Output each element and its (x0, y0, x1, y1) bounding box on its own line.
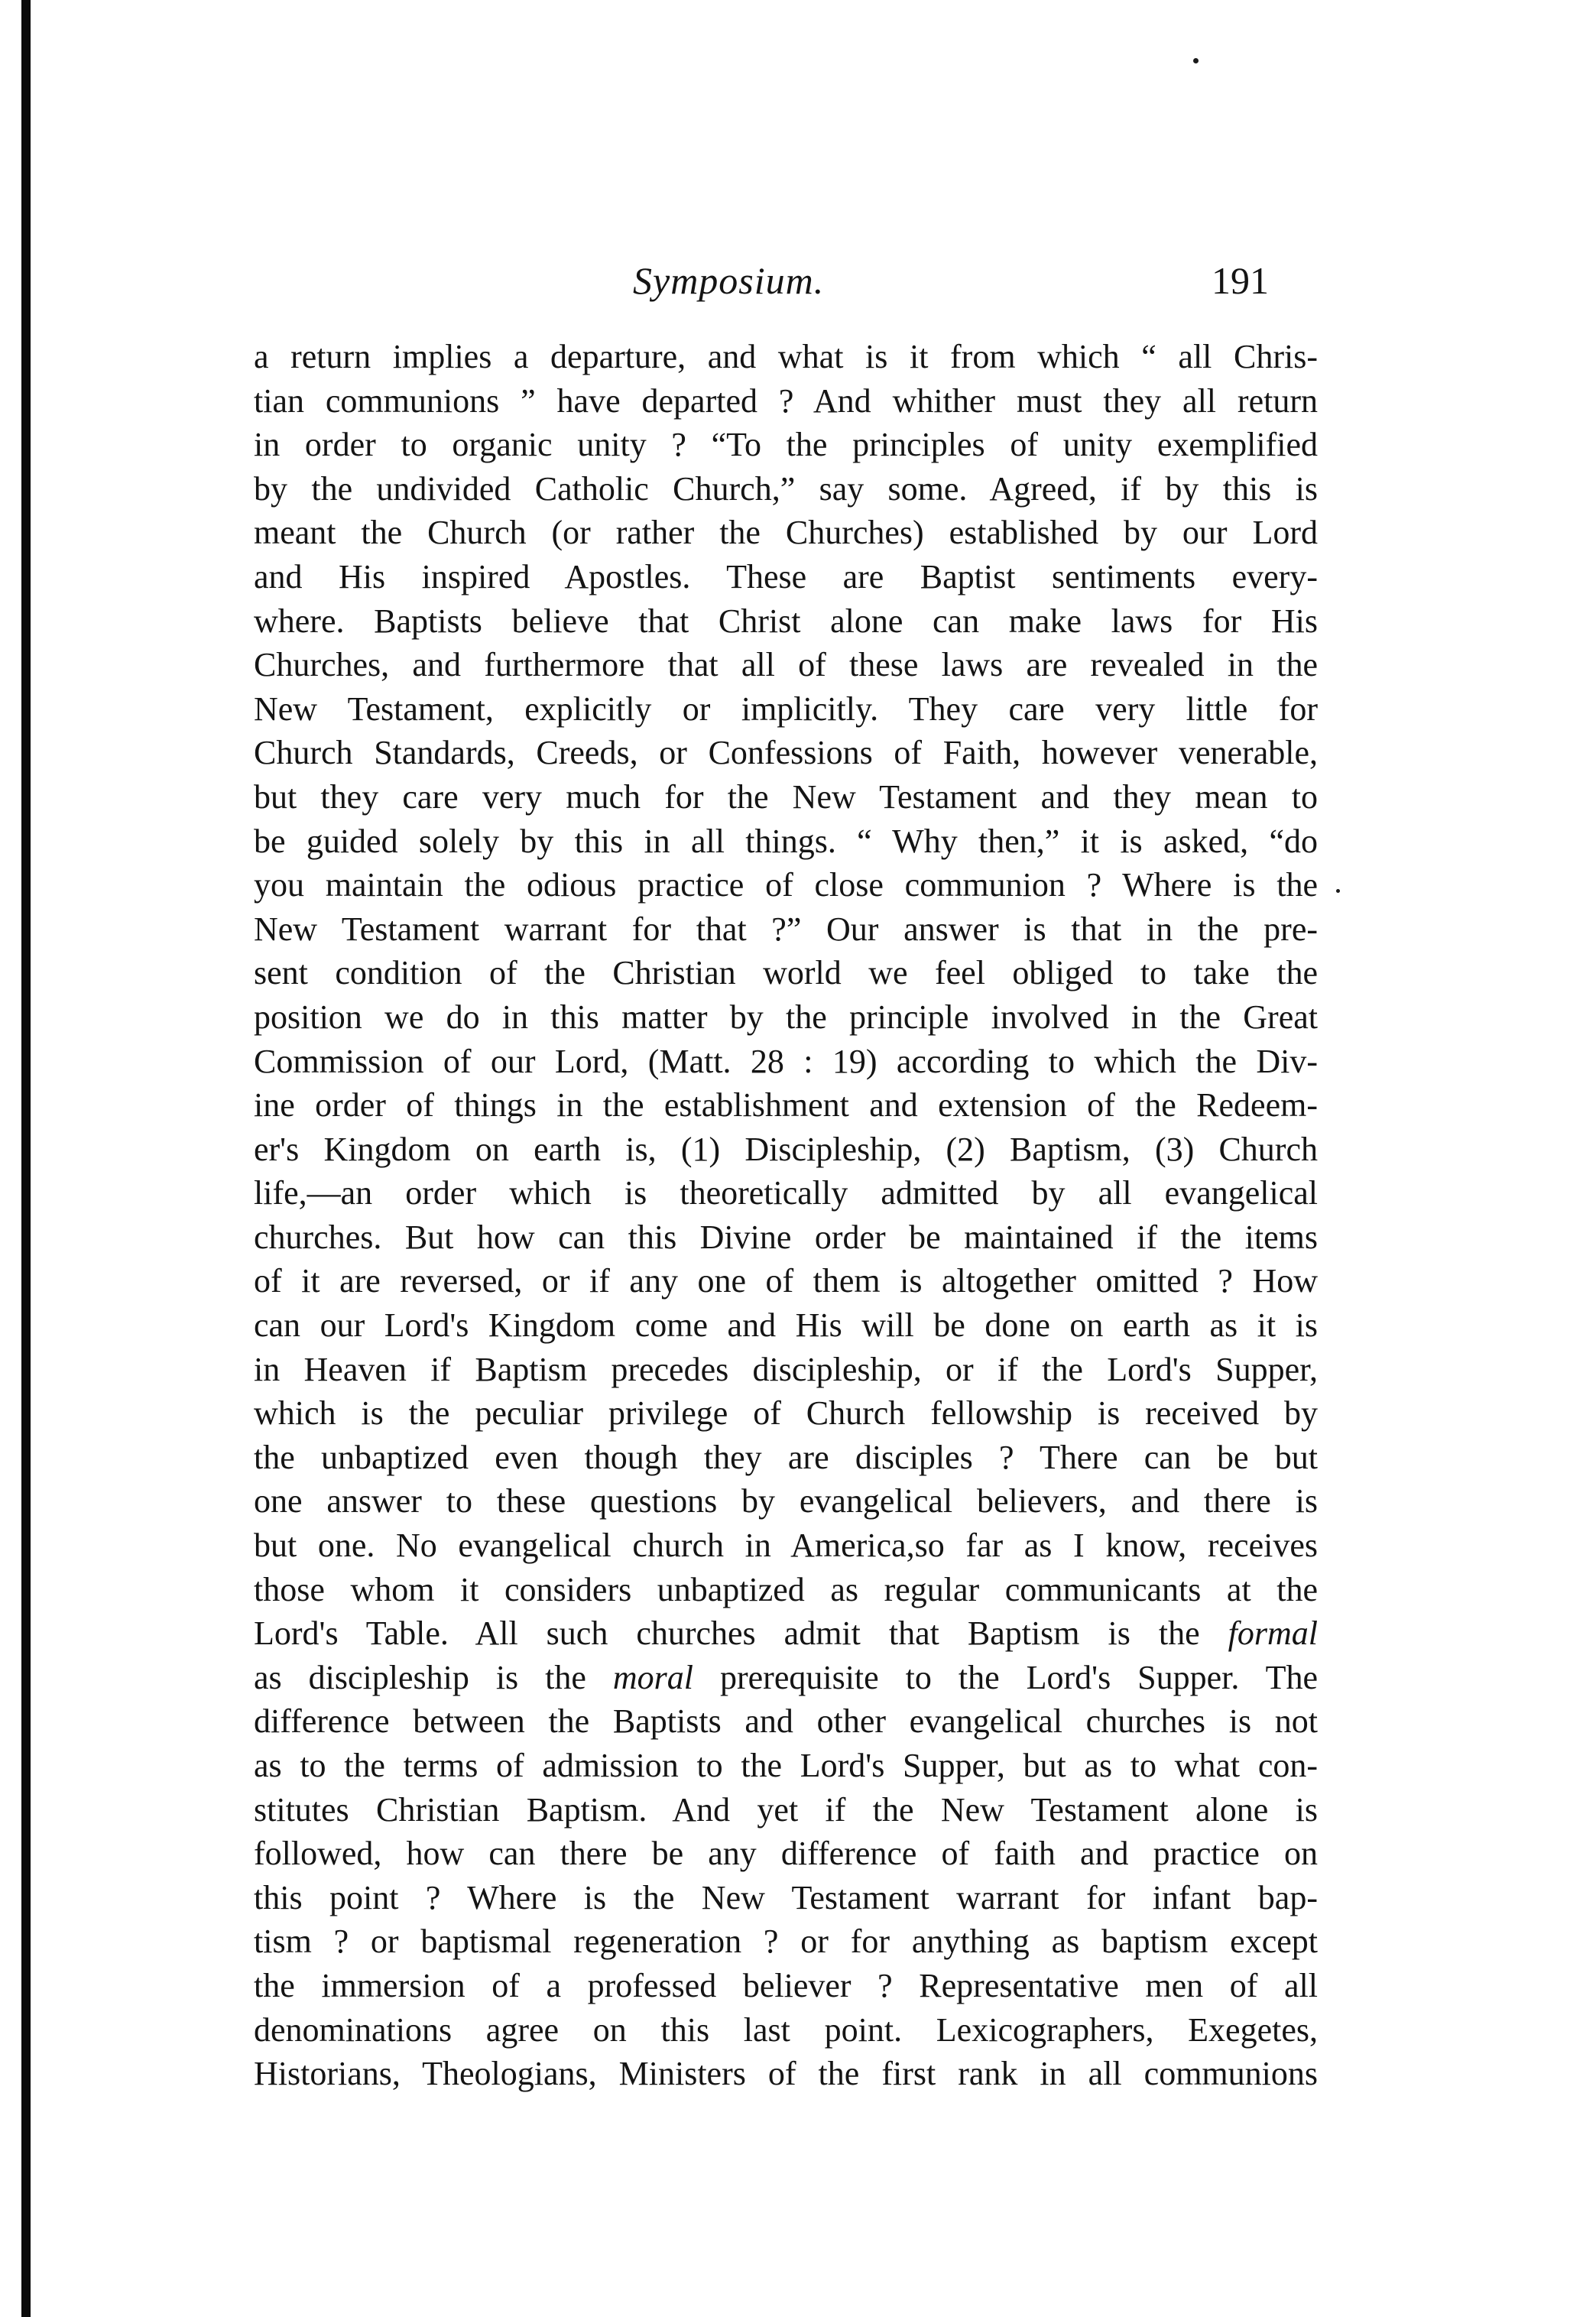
scan-border (21, 0, 31, 2317)
text-line: and His inspired Apostles. These are Baptist sentiments every- (254, 557, 1318, 595)
body-text (254, 335, 1318, 2096)
text-line: can our Lord's Kingdom come and His will be done on earth as it is (254, 1306, 1318, 1345)
text-line: in order to organic unity ? “To the principles of unity exemplified (254, 426, 1318, 464)
text-line: tian communions ” have departed ? And whither must they all return (254, 381, 1318, 420)
text-line: stitutes Christian Baptism. And yet if the New Testament alone is (254, 1790, 1318, 1829)
text-line: New Testament, explicitly or implicitly. They care very little for (254, 690, 1318, 728)
text-line: meant the Church (or rather the Churches) established by our Lord (254, 514, 1318, 552)
text-line: as to the terms of admission to the Lord's Supper, but as to what con- (254, 1747, 1318, 1784)
text-line: Historians, Theologians, Ministers of the first rank in all communions (254, 2055, 1318, 2093)
text-line: Commission of our Lord, (Matt. 28 : 19) according to which the Div- (254, 1042, 1318, 1080)
page-header (0, 258, 1596, 320)
text-line: as discipleship is the moral prerequisite to the Lord's Supper. The (254, 1658, 1318, 1696)
text-line: of it are reversed, or if any one of them is altogether omitted ? How (254, 1262, 1318, 1300)
text-line: in Heaven if Baptism precedes discipleship, or if the Lord's Supper, (254, 1350, 1318, 1388)
text-line: which is the peculiar privilege of Church fellowship is received by (254, 1394, 1318, 1433)
text-line: tism ? or baptismal regeneration ? or for anything as baptism except (254, 1923, 1318, 1961)
text-line: by the undivided Catholic Church,” say some. Agreed, if by this is (254, 469, 1318, 508)
text-line: but one. No evangelical church in America,so far as I know, receives (254, 1527, 1318, 1565)
scan-speck (1193, 58, 1199, 63)
text-line: those whom it considers unbaptized as regular communicants at the (254, 1570, 1318, 1608)
text-line: New Testament warrant for that ?” Our answer is that in the pre- (254, 910, 1318, 948)
text-line: a return implies a departure, and what is it from which “ all Chris- (254, 338, 1318, 375)
text-line: sent condition of the Christian world we feel obliged to take the (254, 954, 1318, 992)
text-line: ine order of things in the establishment and extension of the Redeem- (254, 1086, 1318, 1124)
text-line: churches. But how can this Divine order be maintained if the items (254, 1218, 1318, 1256)
text-line: be guided solely by this in all things. “ Why then,” it is asked, “do (254, 822, 1318, 860)
text-line: Church Standards, Creeds, or Confessions of Faith, however venerable, (254, 734, 1318, 772)
text-line: this point ? Where is the New Testament warrant for infant bap- (254, 1878, 1318, 1916)
emphasized-word: moral (612, 1658, 694, 1696)
page-number: 191 (1212, 259, 1269, 302)
text-line: position we do in this matter by the principle involved in the Great (254, 998, 1318, 1036)
text-line: but they care very much for the New Testament and they mean to (254, 777, 1318, 816)
text-line: denominations agree on this last point. Lexicographers, Exegetes, (254, 2010, 1318, 2049)
text-line: life,—an order which is theoretically admitted by all evangelical (254, 1174, 1318, 1212)
text-line: followed, how can there be any difference of faith and practice on (254, 1835, 1318, 1873)
scan-speck (1336, 889, 1340, 893)
running-title: Symposium. (633, 259, 825, 302)
text-line: Lord's Table. All such churches admit that Baptism is the formal (254, 1614, 1318, 1653)
text-line: the unbaptized even though they are disciples ? There can be but (254, 1438, 1318, 1476)
text-line: you maintain the odious practice of close communion ? Where is the (254, 866, 1318, 904)
emphasized-word: formal (1228, 1614, 1318, 1653)
text-line: er's Kingdom on earth is, (1) Discipleship, (2) Baptism, (3) Church (254, 1130, 1318, 1168)
text-line: difference between the Baptists and other evangelical churches is not (254, 1702, 1318, 1741)
text-line: one answer to these questions by evangelical believers, and there is (254, 1482, 1318, 1520)
text-line: Churches, and furthermore that all of these laws are revealed in the (254, 646, 1318, 684)
text-line: where. Baptists believe that Christ alone can make laws for His (254, 602, 1318, 640)
text-line: the immersion of a professed believer ? Representative men of all (254, 1966, 1318, 2004)
